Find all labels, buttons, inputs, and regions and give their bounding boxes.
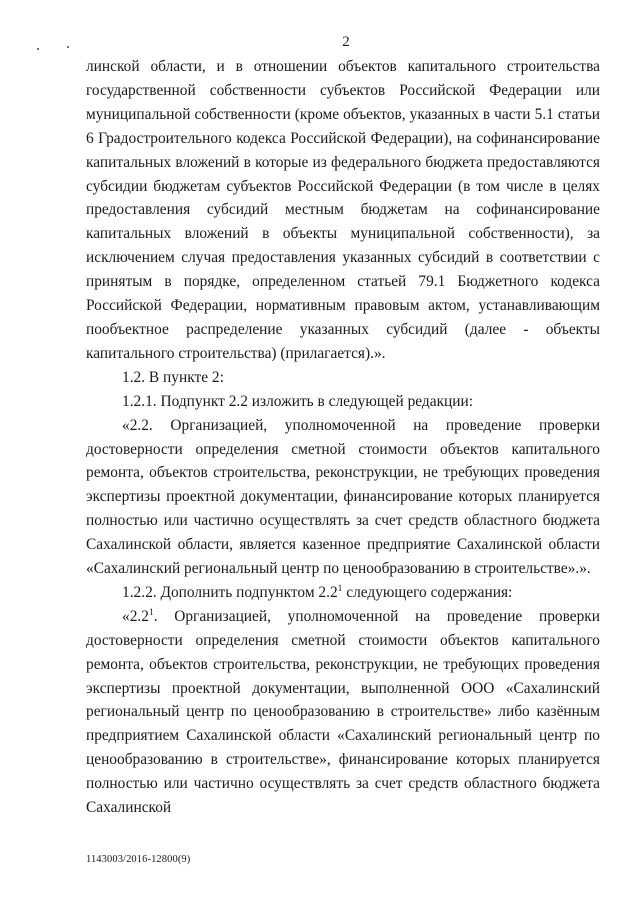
text-segment: . Организацией, уполномоченной на проведение проверки достоверности определения сметной стоимости объектов капитального ремонта, объектов строительства, реконструкции, не требующих проведения экспертизы проектной документации, выполненной ООО «Сахалинский региональный центр по ценообразованию в строительстве» либо казённым предприятием Сахалинской области «Сахалинский региональный центр по ценообразованию в строительстве», финансирование которых планируется полностью или частично осуществлять за счет средств областного бюджета Сахалинской [86,607,600,817]
paragraph-quote-2-2-1 [86,605,600,820]
superscript: 1 [148,607,154,618]
document-footer-code: 1143003/2016-12800(9) [86,854,191,865]
paragraph-item-1-2-2 [86,581,600,605]
paragraph-item-1-2: 1.2. В пункте 2: [122,368,224,386]
text-segment: «2.2 [122,607,149,625]
paragraph-continuation: линской области, и в отношении объектов капитального строительства государственной собственности субъектов Российской Федерации или муниципальной собственности (кроме объектов, указанных в части 5.1 статьи 6 Градостроительного кодекса Российской Федерации), на софинансирование капитальных вложений в которые из федерального бюджета предоставляются субсидии бюджетам субъектов Российской Федерации (в том числе в целях предоставления субсидий местным бюджетам на софинансирование капитальных вложений в объекты муниципальной собственности), за исключением случая предоставления указанных субсидий в соответствии с принятым в порядке, определенном статьей 79.1 Бюджетного кодекса Российской Федерации, нормативным правовым актом, устанавливающим пообъектное распределение указанных субсидий (далее - объекты капитального строительства) (прилагается).». [86,58,600,362]
paragraph-quote-2-2: «2.2. Организацией, уполномоченной на проведение проверки достоверности определения сметной стоимости объектов капитального ремонта, объектов строительства, реконструкции, не требующих проведения экспертизы проектной документации, финансирование которых планируется полностью или частично осуществлять за счет средств областного бюджета Сахалинской области, является казенное предприятие Сахалинской области «Сахалинский региональный центр по ценообразованию в строительстве».». [86,416,600,578]
paragraph-item-1-2-1: 1.2.1. Подпункт 2.2 изложить в следующей редакции: [122,392,474,410]
superscript: 1 [337,583,343,594]
page-number: 2 [342,34,350,50]
text-segment: следующего содержания: [342,583,513,601]
text-segment: 1.2.2. Дополнить подпунктом 2.2 [122,583,338,601]
document-body [86,55,600,820]
